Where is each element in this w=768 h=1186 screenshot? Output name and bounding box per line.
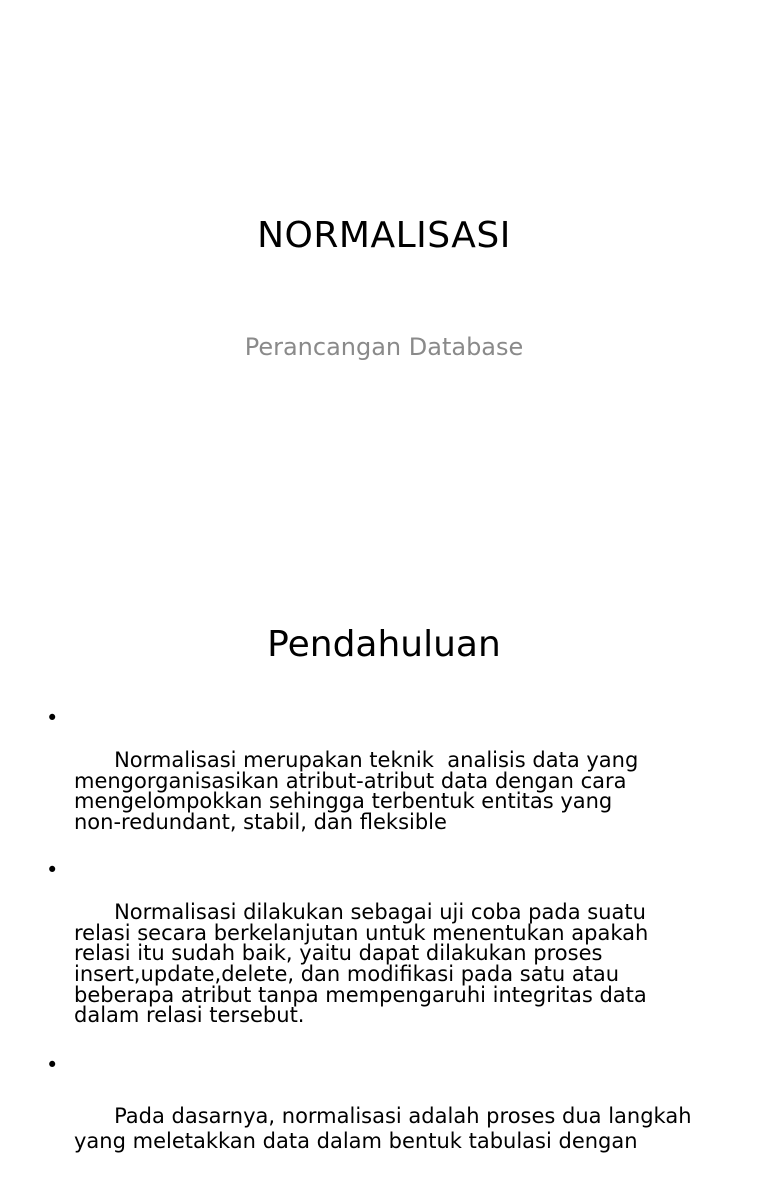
- slide-1-title: NORMALISASI: [257, 215, 511, 256]
- bullet-item: [46, 706, 746, 853]
- slide-1-subtitle: Perancangan Database: [244, 333, 524, 361]
- bullet-item: [46, 858, 746, 1046]
- bullet-text: Normalisasi dilakukan sebagai uji coba pada suatu relasi secara berkelanjutan untuk menentukan apakah relasi itu sudah baik, yaitu dapat dilakukan proses insert,update,delete, dan modifikasi pada satu atau beberapa atribut tanpa mempengaruhi integritas data dalam relasi tersebut.: [74, 900, 649, 1028]
- bullet-text: Pada dasarnya, normalisasi adalah proses dua langkah yang meletakkan data dalam bentuk tabulasi dengan: [74, 1103, 692, 1153]
- bullet-list: [46, 706, 746, 1186]
- slide-pendahuluan: [0, 576, 768, 1153]
- bullet-text: Normalisasi merupakan teknik analisis data yang mengorganisasikan atribut-atribut data dengan cara mengelompokkan sehingga terbentuk entitas yang non-redundant, stabil, dan fleksible: [74, 748, 639, 834]
- bullet-item: [46, 1054, 746, 1178]
- bullet-dot-icon: •: [46, 1053, 59, 1078]
- bullet-dot-icon: •: [46, 858, 59, 883]
- bullet-dot-icon: •: [46, 706, 59, 730]
- slide-title: [0, 0, 768, 576]
- slide-2-title: Pendahuluan: [267, 624, 501, 665]
